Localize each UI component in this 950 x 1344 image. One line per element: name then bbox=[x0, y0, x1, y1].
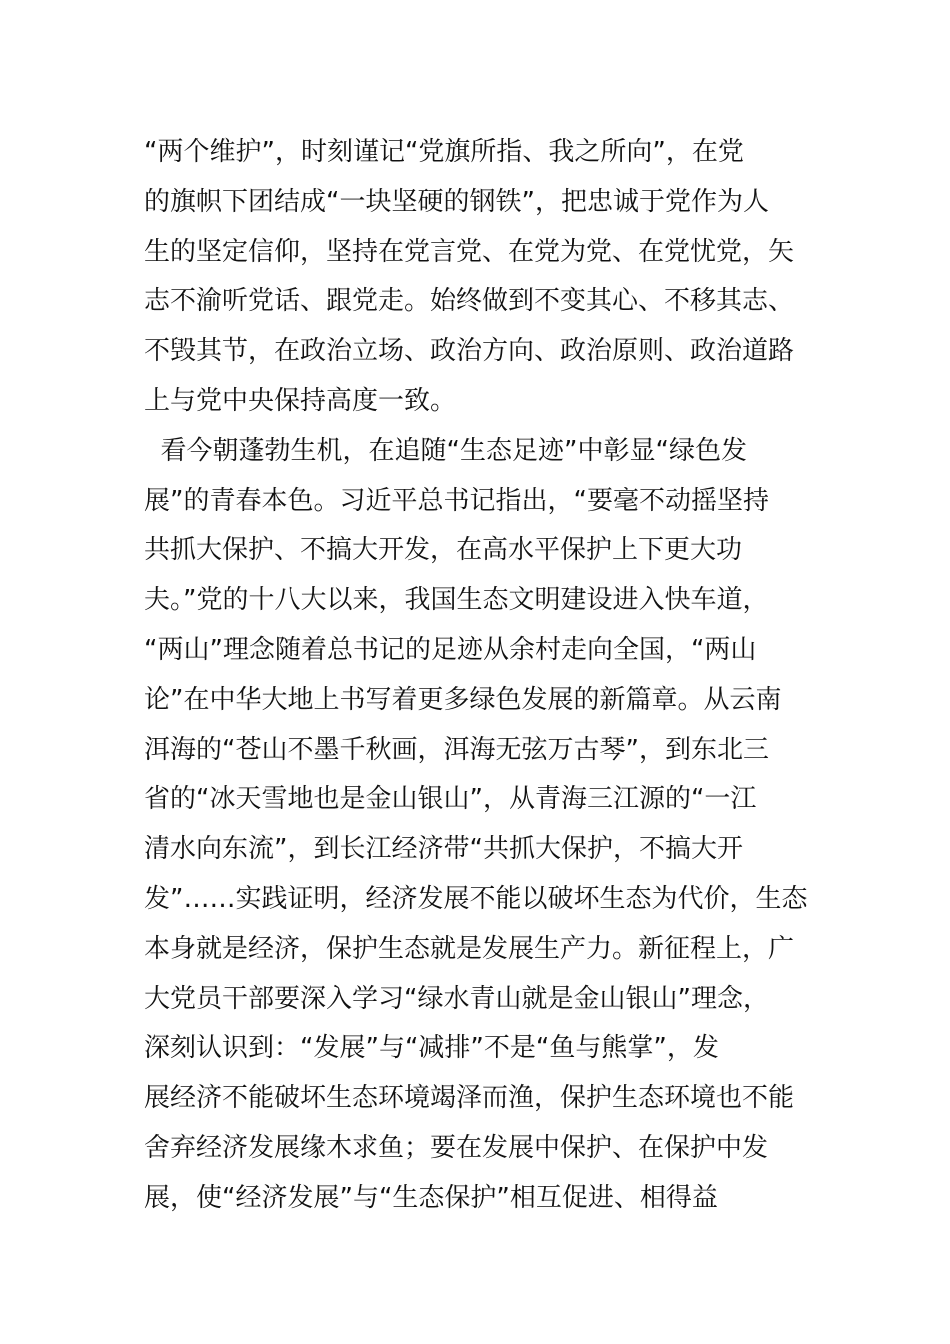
text-line: 的旗帜下团结成“一块坚硬的钢铁”，把忠诚于党作为人 bbox=[144, 186, 769, 217]
text-line: 展”的青春本色。习近平总书记指出，“要毫不动摇坚持 bbox=[144, 485, 769, 516]
text-line: 志不渝听党话、跟党走。始终做到不变其心、不移其志、 bbox=[144, 286, 795, 317]
text-line: 论”在中华大地上书写着更多绿色发展的新篇章。从云南 bbox=[144, 684, 782, 715]
text-line: 共抓大保护、不搞大开发，在高水平保护上下更大功 bbox=[144, 535, 743, 566]
body-text bbox=[144, 128, 808, 1224]
text-line: 看今朝蓬勃生机，在追随“生态足迹”中彰显“绿色发 bbox=[144, 435, 747, 466]
text-line: 发”……实践证明，经济发展不能以破坏生态为代价，生态 bbox=[144, 883, 808, 914]
text-line: 深刻认识到：“发展”与“减排”不是“鱼与熊掌”，发 bbox=[144, 1033, 719, 1064]
text-line: 大党员干部要深入学习“绿水青山就是金山银山”理念， bbox=[144, 983, 769, 1014]
text-line: 展，使“经济发展”与“生态保护”相互促进、相得益 bbox=[144, 1182, 718, 1213]
text-line: 不毁其节，在政治立场、政治方向、政治原则、政治道路 bbox=[144, 336, 795, 367]
text-line: 生的坚定信仰，坚持在党言党、在党为党、在党忧党，矢 bbox=[144, 236, 795, 267]
text-line: 洱海的“苍山不墨千秋画，洱海无弦万古琴”，到东北三 bbox=[144, 734, 769, 765]
text-line: 本身就是经济，保护生态就是发展生产力。新征程上，广 bbox=[144, 933, 795, 964]
text-line: 夫。”党的十八大以来，我国生态文明建设进入快车道， bbox=[144, 585, 769, 616]
text-line: 省的“冰天雪地也是金山银山”，从青海三江源的“一江 bbox=[144, 784, 757, 815]
text-line: 上与党中央保持高度一致。 bbox=[144, 385, 457, 416]
text-line: “两个维护”，时刻谨记“党旗所指、我之所向”，在党 bbox=[144, 137, 744, 167]
text-line: “两山”理念随着总书记的足迹从余村走向全国，“两山 bbox=[144, 634, 757, 665]
text-line: 清水向东流”，到长江经济带“共抓大保护，不搞大开 bbox=[144, 834, 743, 865]
text-line: 展经济不能破坏生态环境竭泽而渔，保护生态环境也不能 bbox=[144, 1083, 795, 1114]
text-line: 舍弃经济发展缘木求鱼；要在发展中保护、在保护中发 bbox=[144, 1132, 769, 1163]
